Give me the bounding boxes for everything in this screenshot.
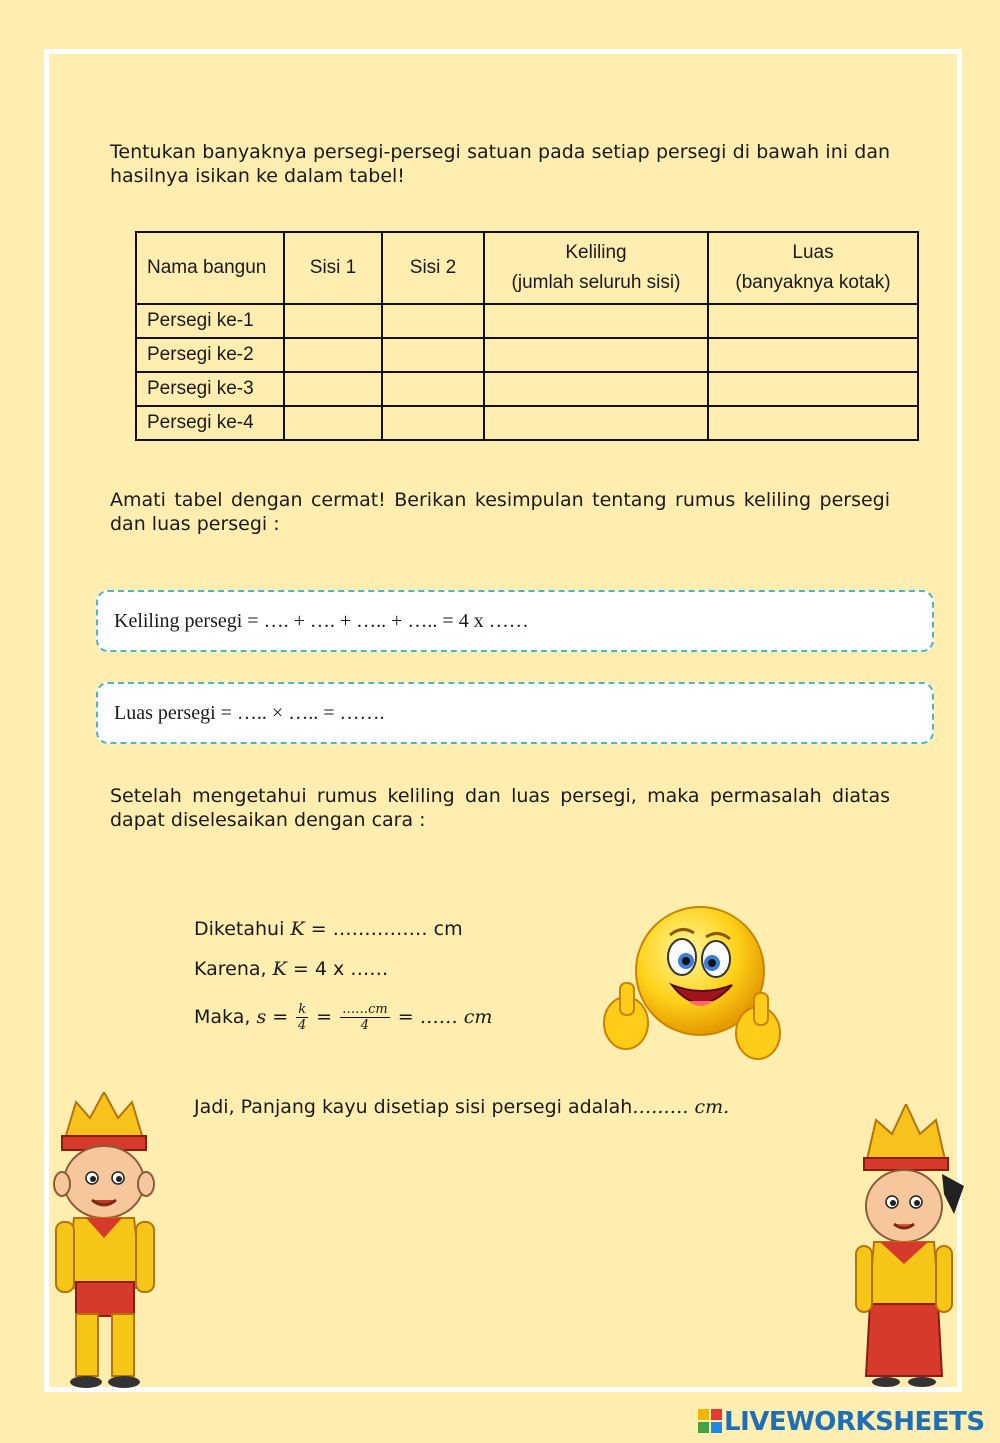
- table-row: [136, 338, 918, 372]
- cell-sisi2-input[interactable]: [382, 406, 484, 440]
- cell-sisi2-input[interactable]: [382, 304, 484, 338]
- fraction-numerator[interactable]: ……cm: [342, 1002, 388, 1017]
- fraction-numerator: k: [298, 1002, 307, 1017]
- table-header-row: [136, 232, 918, 304]
- diketahui-var: K: [290, 918, 305, 940]
- jadi-blank[interactable]: …..…. cm.: [632, 1096, 730, 1118]
- fraction-denominator: 4: [360, 1018, 370, 1033]
- equals-sign: =: [316, 1006, 333, 1028]
- karena-rest[interactable]: = 4 x ……: [292, 958, 389, 980]
- girl-character-icon: [850, 1104, 966, 1390]
- row-label: Persegi ke-2: [136, 338, 284, 372]
- cell-sisi2-input[interactable]: [382, 338, 484, 372]
- brand-text: LIVEWORKSHEETS: [724, 1407, 985, 1437]
- karena-var: K: [272, 958, 287, 980]
- cell-keliling-input[interactable]: [484, 372, 708, 406]
- cell-luas-input[interactable]: [708, 406, 918, 440]
- header-sisi2: Sisi 2: [382, 232, 484, 304]
- cell-sisi1-input[interactable]: [284, 406, 382, 440]
- cell-luas-input[interactable]: [708, 304, 918, 338]
- jadi-text: Jadi, Panjang kayu disetiap sisi persegi adalah: [194, 1096, 633, 1118]
- instruction-solution: Setelah mengetahui rumus keliling dan luas persegi, maka permasalah diatas dapat diselesaikan dengan cara :: [110, 785, 890, 831]
- data-table: [135, 231, 919, 441]
- liveworksheets-logo: [698, 1407, 985, 1437]
- header-keliling: [484, 232, 708, 304]
- cell-sisi2-input[interactable]: [382, 372, 484, 406]
- luas-formula-box[interactable]: Luas persegi = ….. × ….. = …….: [96, 682, 934, 744]
- cell-sisi1-input[interactable]: [284, 304, 382, 338]
- keliling-formula-box[interactable]: Keliling persegi = …. + …. + ….. + ….. = 4 x ……: [96, 590, 934, 652]
- header-luas-sub: (banyaknya kotak): [735, 272, 891, 293]
- karena-line: [194, 958, 388, 980]
- maka-result[interactable]: = …… cm: [397, 1006, 493, 1028]
- smiley-thumbs-up-icon: [598, 905, 788, 1075]
- table-row: [136, 406, 918, 440]
- header-keliling-sub: (jumlah seluruh sisi): [511, 272, 681, 293]
- cell-keliling-input[interactable]: [484, 304, 708, 338]
- instruction-table: Tentukan banyaknya persegi-persegi satuan pada setiap persegi di bawah ini dan hasilnya isikan ke dalam tabel!: [110, 141, 890, 187]
- maka-label: Maka,: [194, 1006, 251, 1028]
- cell-keliling-input[interactable]: [484, 338, 708, 372]
- header-nama: Nama bangun: [136, 232, 284, 304]
- row-label: Persegi ke-3: [136, 372, 284, 406]
- cell-luas-input[interactable]: [708, 372, 918, 406]
- maka-s: s =: [256, 1006, 289, 1028]
- instruction-conclusion: Amati tabel dengan cermat! Berikan kesimpulan tentang rumus keliling persegi dan luas persegi :: [110, 489, 890, 535]
- jadi-line: [194, 1096, 729, 1118]
- cell-sisi1-input[interactable]: [284, 372, 382, 406]
- karena-label: Karena,: [194, 958, 267, 980]
- header-luas: [708, 232, 918, 304]
- diketahui-blank[interactable]: = …………… cm: [310, 918, 463, 940]
- header-keliling-title: Keliling: [565, 242, 627, 263]
- row-label: Persegi ke-1: [136, 304, 284, 338]
- boy-character-icon: [46, 1092, 164, 1392]
- cell-luas-input[interactable]: [708, 338, 918, 372]
- diketahui-label: Diketahui: [194, 918, 285, 940]
- cell-keliling-input[interactable]: [484, 406, 708, 440]
- row-label: Persegi ke-4: [136, 406, 284, 440]
- header-luas-title: Luas: [792, 242, 834, 263]
- maka-line: [194, 1002, 492, 1033]
- fraction-cm-over-4: [340, 1002, 390, 1033]
- diketahui-line: [194, 918, 463, 940]
- fraction-denominator: 4: [298, 1018, 307, 1033]
- cell-sisi1-input[interactable]: [284, 338, 382, 372]
- liveworksheets-mark-icon: [698, 1409, 722, 1433]
- table-row: [136, 372, 918, 406]
- fraction-k-over-4: [296, 1002, 308, 1033]
- header-sisi1: Sisi 1: [284, 232, 382, 304]
- table-row: [136, 304, 918, 338]
